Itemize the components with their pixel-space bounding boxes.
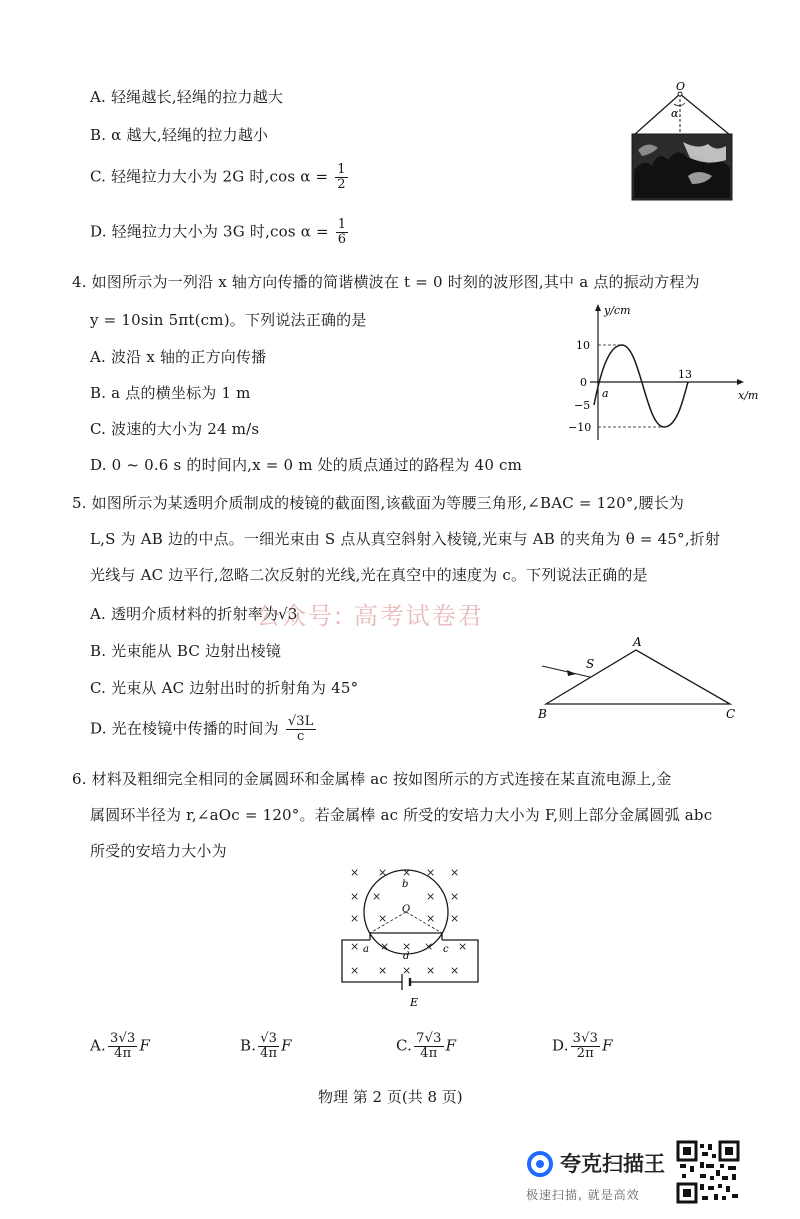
fraction-numerator: 1	[337, 217, 347, 232]
svg-text:×: ×	[426, 890, 436, 903]
q5-option-b: B. 光束能从 BC 边射出棱镜	[90, 642, 282, 660]
y-axis-label: y/cm	[604, 304, 631, 317]
y-tick-0: 0	[580, 376, 587, 389]
q6-option-d	[552, 1032, 613, 1061]
option-tail: F	[281, 1036, 292, 1055]
wave-curve	[594, 345, 688, 427]
q4-option-c: C. 波速的大小为 24 m/s	[90, 420, 260, 438]
svg-text:×: ×	[402, 940, 412, 953]
q6-option-b-fraction	[258, 1032, 279, 1061]
q3-option-d-fraction	[336, 218, 348, 247]
point-d-label: d	[403, 951, 410, 962]
svg-text:×: ×	[378, 866, 388, 879]
vertex-c-label: C	[726, 707, 736, 721]
q6-option-a-fraction	[108, 1032, 137, 1061]
light-ray	[542, 666, 590, 677]
q5-stem-line3: 光线与 AC 边平行,忽略二次反射的光线,光在真空中的速度为 c。下列说法正确的是	[90, 566, 648, 584]
q6-option-a	[90, 1032, 150, 1061]
x-axis-label: x/m	[738, 389, 759, 402]
option-letter: A.	[90, 1036, 107, 1055]
rope-right	[680, 94, 730, 135]
point-b-label: b	[402, 879, 409, 890]
fraction-denominator: c	[296, 729, 305, 744]
vertex-b-label: B	[538, 707, 547, 721]
q5-stem-line1: 5. 如图所示为某透明介质制成的棱镜的截面图,该截面为等腰三角形,∠BAC = 120°,腰长为	[72, 494, 685, 512]
svg-text:×: ×	[350, 890, 360, 903]
q6-option-b	[240, 1032, 292, 1061]
fraction-numerator: 3√3	[572, 1031, 599, 1046]
q3-option-c-fraction	[335, 163, 347, 192]
svg-text:×: ×	[350, 866, 360, 879]
svg-text:×: ×	[450, 964, 460, 977]
option-letter: B.	[240, 1036, 257, 1055]
fraction-denominator: 6	[337, 232, 347, 247]
y-tick-minus-10: −10	[568, 421, 592, 434]
q4-option-d: D. 0 ~ 0.6 s 的时间内,x = 0 m 处的质点通过的路程为 40 cm	[90, 456, 523, 474]
scanner-app-name: 夸克扫描王	[560, 1152, 665, 1176]
svg-text:×: ×	[426, 866, 436, 879]
qr-code-icon	[676, 1140, 740, 1204]
prism-triangle	[546, 650, 730, 704]
point-a-label: a	[363, 944, 369, 955]
svg-text:×: ×	[378, 912, 388, 925]
wave-graph	[560, 300, 760, 450]
fraction-denominator: 4π	[420, 1046, 438, 1061]
svg-text:×: ×	[450, 912, 460, 925]
scanner-slogan: 极速扫描, 就是高效	[526, 1188, 640, 1202]
q6-stem-line2: 属圆环半径为 r,∠aOc = 120°。若金属棒 ac 所受的安培力大小为 F,则上部分金属圆弧 abc	[90, 806, 713, 824]
fraction-numerator: 3√3	[110, 1031, 136, 1046]
svg-text:×: ×	[426, 964, 436, 977]
svg-text:×: ×	[450, 890, 460, 903]
option-tail: F	[602, 1036, 613, 1055]
option-letter: D.	[552, 1036, 569, 1055]
q6-stem-line3: 所受的安培力大小为	[90, 842, 227, 860]
point-o-label: O	[402, 904, 411, 915]
radius-oa	[370, 912, 406, 933]
fraction-numerator: 7√3	[416, 1031, 442, 1046]
q5-option-a: A. 透明介质材料的折射率为√3	[90, 605, 298, 623]
q5-option-c: C. 光束从 AC 边射出时的折射角为 45°	[90, 679, 359, 697]
prism-figure	[530, 632, 750, 722]
y-tick-minus-5: −5	[574, 399, 591, 412]
q5-option-d-fraction	[286, 715, 316, 744]
point-a-label: a	[602, 387, 609, 400]
hanging-painting-figure	[628, 80, 738, 202]
y-tick-10: 10	[576, 339, 590, 352]
svg-text:×: ×	[380, 940, 390, 953]
fraction-denominator: 2π	[576, 1046, 594, 1061]
q6-option-d-fraction	[571, 1032, 600, 1061]
svg-text:×: ×	[350, 964, 360, 977]
q5-stem-line2: L,S 为 AB 边的中点。一细光束由 S 点从真空斜射入棱镜,光束与 AB 的夹角为 θ = 45°,折射	[90, 530, 721, 548]
fraction-numerator: √3	[260, 1031, 278, 1046]
radius-oc	[406, 912, 442, 933]
battery-e-label: E	[410, 996, 419, 1009]
fraction-denominator: 2	[337, 177, 346, 192]
q4-stem-line2: y = 10sin 5πt(cm)。下列说法正确的是	[90, 311, 367, 329]
q6-option-c	[396, 1032, 456, 1061]
x-axis-arrow	[737, 379, 744, 385]
q4-stem-line1: 4. 如图所示为一列沿 x 轴方向传播的简谐横波在 t = 0 时刻的波形图,其中 a 点的振动方程为	[72, 273, 700, 291]
point-c-label: c	[443, 944, 449, 955]
q3-option-d-text: D. 轻绳拉力大小为 3G 时,cos α =	[90, 222, 329, 241]
q3-option-c	[90, 163, 350, 192]
q3-option-b: B. α 越大,轻绳的拉力越小	[90, 126, 269, 144]
fraction-denominator: 4π	[260, 1046, 278, 1061]
fraction-denominator: 4π	[114, 1046, 132, 1061]
option-letter: C.	[396, 1036, 413, 1055]
q3-option-a: A. 轻绳越长,轻绳的拉力越大	[90, 88, 284, 106]
svg-text:×: ×	[350, 940, 360, 953]
option-tail: F	[139, 1036, 151, 1055]
ring-circuit-figure	[336, 860, 492, 1012]
vertex-a-label: A	[633, 635, 642, 649]
point-s-label: S	[586, 657, 595, 671]
option-tail: F	[445, 1036, 457, 1055]
svg-text:×: ×	[424, 940, 434, 953]
svg-text:×: ×	[426, 912, 436, 925]
fraction-numerator: √3L	[287, 714, 314, 729]
fraction-numerator: 1	[337, 162, 346, 177]
svg-text:×: ×	[450, 866, 460, 879]
svg-text:×: ×	[372, 890, 382, 903]
q4-option-b: B. a 点的横坐标为 1 m	[90, 384, 251, 402]
svg-text:×: ×	[402, 964, 412, 977]
q6-option-c-fraction	[414, 1032, 443, 1061]
label-o: O	[676, 80, 686, 93]
scanner-logo-icon	[526, 1150, 554, 1178]
svg-text:×: ×	[402, 866, 412, 879]
q6-stem-line1: 6. 材料及粗细完全相同的金属圆环和金属棒 ac 按如图所示的方式连接在某直流电源上,金	[72, 770, 672, 788]
q4-option-a: A. 波沿 x 轴的正方向传播	[90, 348, 267, 366]
y-axis-arrow	[595, 304, 601, 311]
watermark: 公众号: 高考试卷君	[256, 602, 484, 630]
x-tick-13: 13	[678, 368, 692, 381]
label-alpha: α	[671, 107, 679, 120]
svg-text:×: ×	[350, 912, 360, 925]
page-footer: 物理 第 2 页(共 8 页)	[318, 1088, 463, 1106]
q3-option-d	[90, 218, 350, 247]
svg-text:×: ×	[378, 964, 388, 977]
q5-option-d	[90, 715, 318, 744]
svg-text:×: ×	[458, 940, 468, 953]
q3-option-c-text: C. 轻绳拉力大小为 2G 时,cos α =	[90, 167, 329, 186]
q5-option-d-text: D. 光在棱镜中传播的时间为	[90, 719, 279, 738]
